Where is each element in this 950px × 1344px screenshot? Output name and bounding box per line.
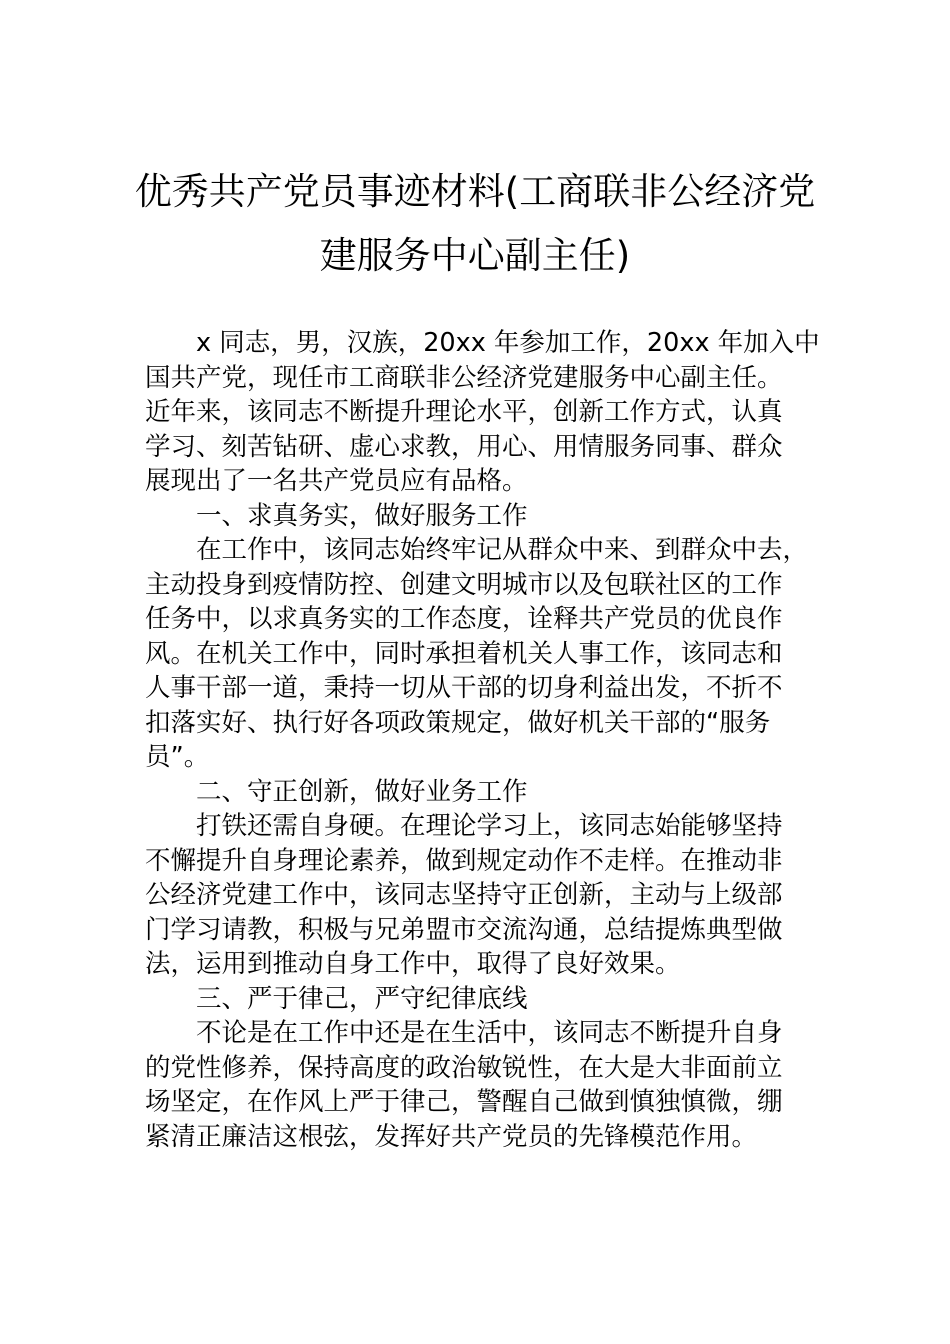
paragraph-section-1-line: 风。在机关工作中，同时承担着机关人事工作，该同志和	[145, 638, 783, 669]
paragraph-section-3-line: 的党性修养，保持高度的政治敏锐性，在大是大非面前立	[145, 1052, 783, 1083]
document-title	[120, 160, 830, 288]
paragraph-section-1-line: 扣落实好、执行好各项政策规定，做好机关干部的“服务	[145, 707, 771, 738]
section-heading-2: 二、守正创新，做好业务工作	[196, 776, 528, 807]
paragraph-section-2-line: 公经济党建工作中，该同志坚持守正创新，主动与上级部	[145, 880, 783, 910]
document-body	[145, 326, 820, 1154]
paragraph-section-3-line: 不论是在工作中还是在生活中，该同志不断提升自身	[196, 1018, 783, 1048]
paragraph-section-1-line: 主动投身到疫情防控、创建文明城市以及包联社区的工作	[145, 569, 783, 600]
paragraph-section-2-line: 门学习请教，积极与兄弟盟市交流沟通，总结提炼典型做	[145, 914, 783, 945]
section-heading-3: 三、严于律己，严守纪律底线	[196, 983, 528, 1014]
paragraph-section-1-line: 在工作中，该同志始终牢记从群众中来、到群众中去，	[196, 535, 809, 565]
paragraph-section-2-line: 打铁还需自身硬。在理论学习上，该同志始能够坚持	[196, 811, 783, 841]
paragraph-intro-line: x 同志，男，汉族，20xx 年参加工作，20xx 年加入中	[196, 328, 820, 358]
paragraph-intro-line: 国共产党，现任市工商联非公经济党建服务中心副主任。	[145, 362, 783, 393]
paragraph-intro-line: 学习、刻苦钻研、虚心求教，用心、用情服务同事、群众	[145, 431, 783, 462]
title-line-1: 优秀共产党员事迹材料(工商联非公经济党	[134, 170, 816, 213]
paragraph-section-3-line: 紧清正廉洁这根弦，发挥好共产党员的先锋模范作用。	[145, 1121, 758, 1152]
paragraph-intro-line: 近年来，该同志不断提升理论水平，创新工作方式，认真	[145, 397, 783, 427]
paragraph-section-1-line: 人事干部一道，秉持一切从干部的切身利益出发，不折不	[145, 673, 783, 703]
paragraph-section-2-line: 不懈提升自身理论素养，做到规定动作不走样。在推动非	[145, 845, 783, 876]
paragraph-intro-line: 展现出了一名共产党员应有品格。	[145, 466, 528, 496]
section-heading-1: 一、求真务实，做好服务工作	[196, 500, 528, 531]
paragraph-section-1-line: 任务中，以求真务实的工作态度，诠释共产党员的优良作	[145, 604, 783, 634]
paragraph-section-2-line: 法，运用到推动自身工作中，取得了良好效果。	[145, 949, 681, 979]
paragraph-section-3-line: 场坚定，在作风上严于律己，警醒自己做到慎独慎微，绷	[145, 1087, 783, 1117]
paragraph-section-1-line: 员”。	[145, 742, 210, 772]
title-line-2: 建服务中心副主任)	[319, 234, 631, 277]
